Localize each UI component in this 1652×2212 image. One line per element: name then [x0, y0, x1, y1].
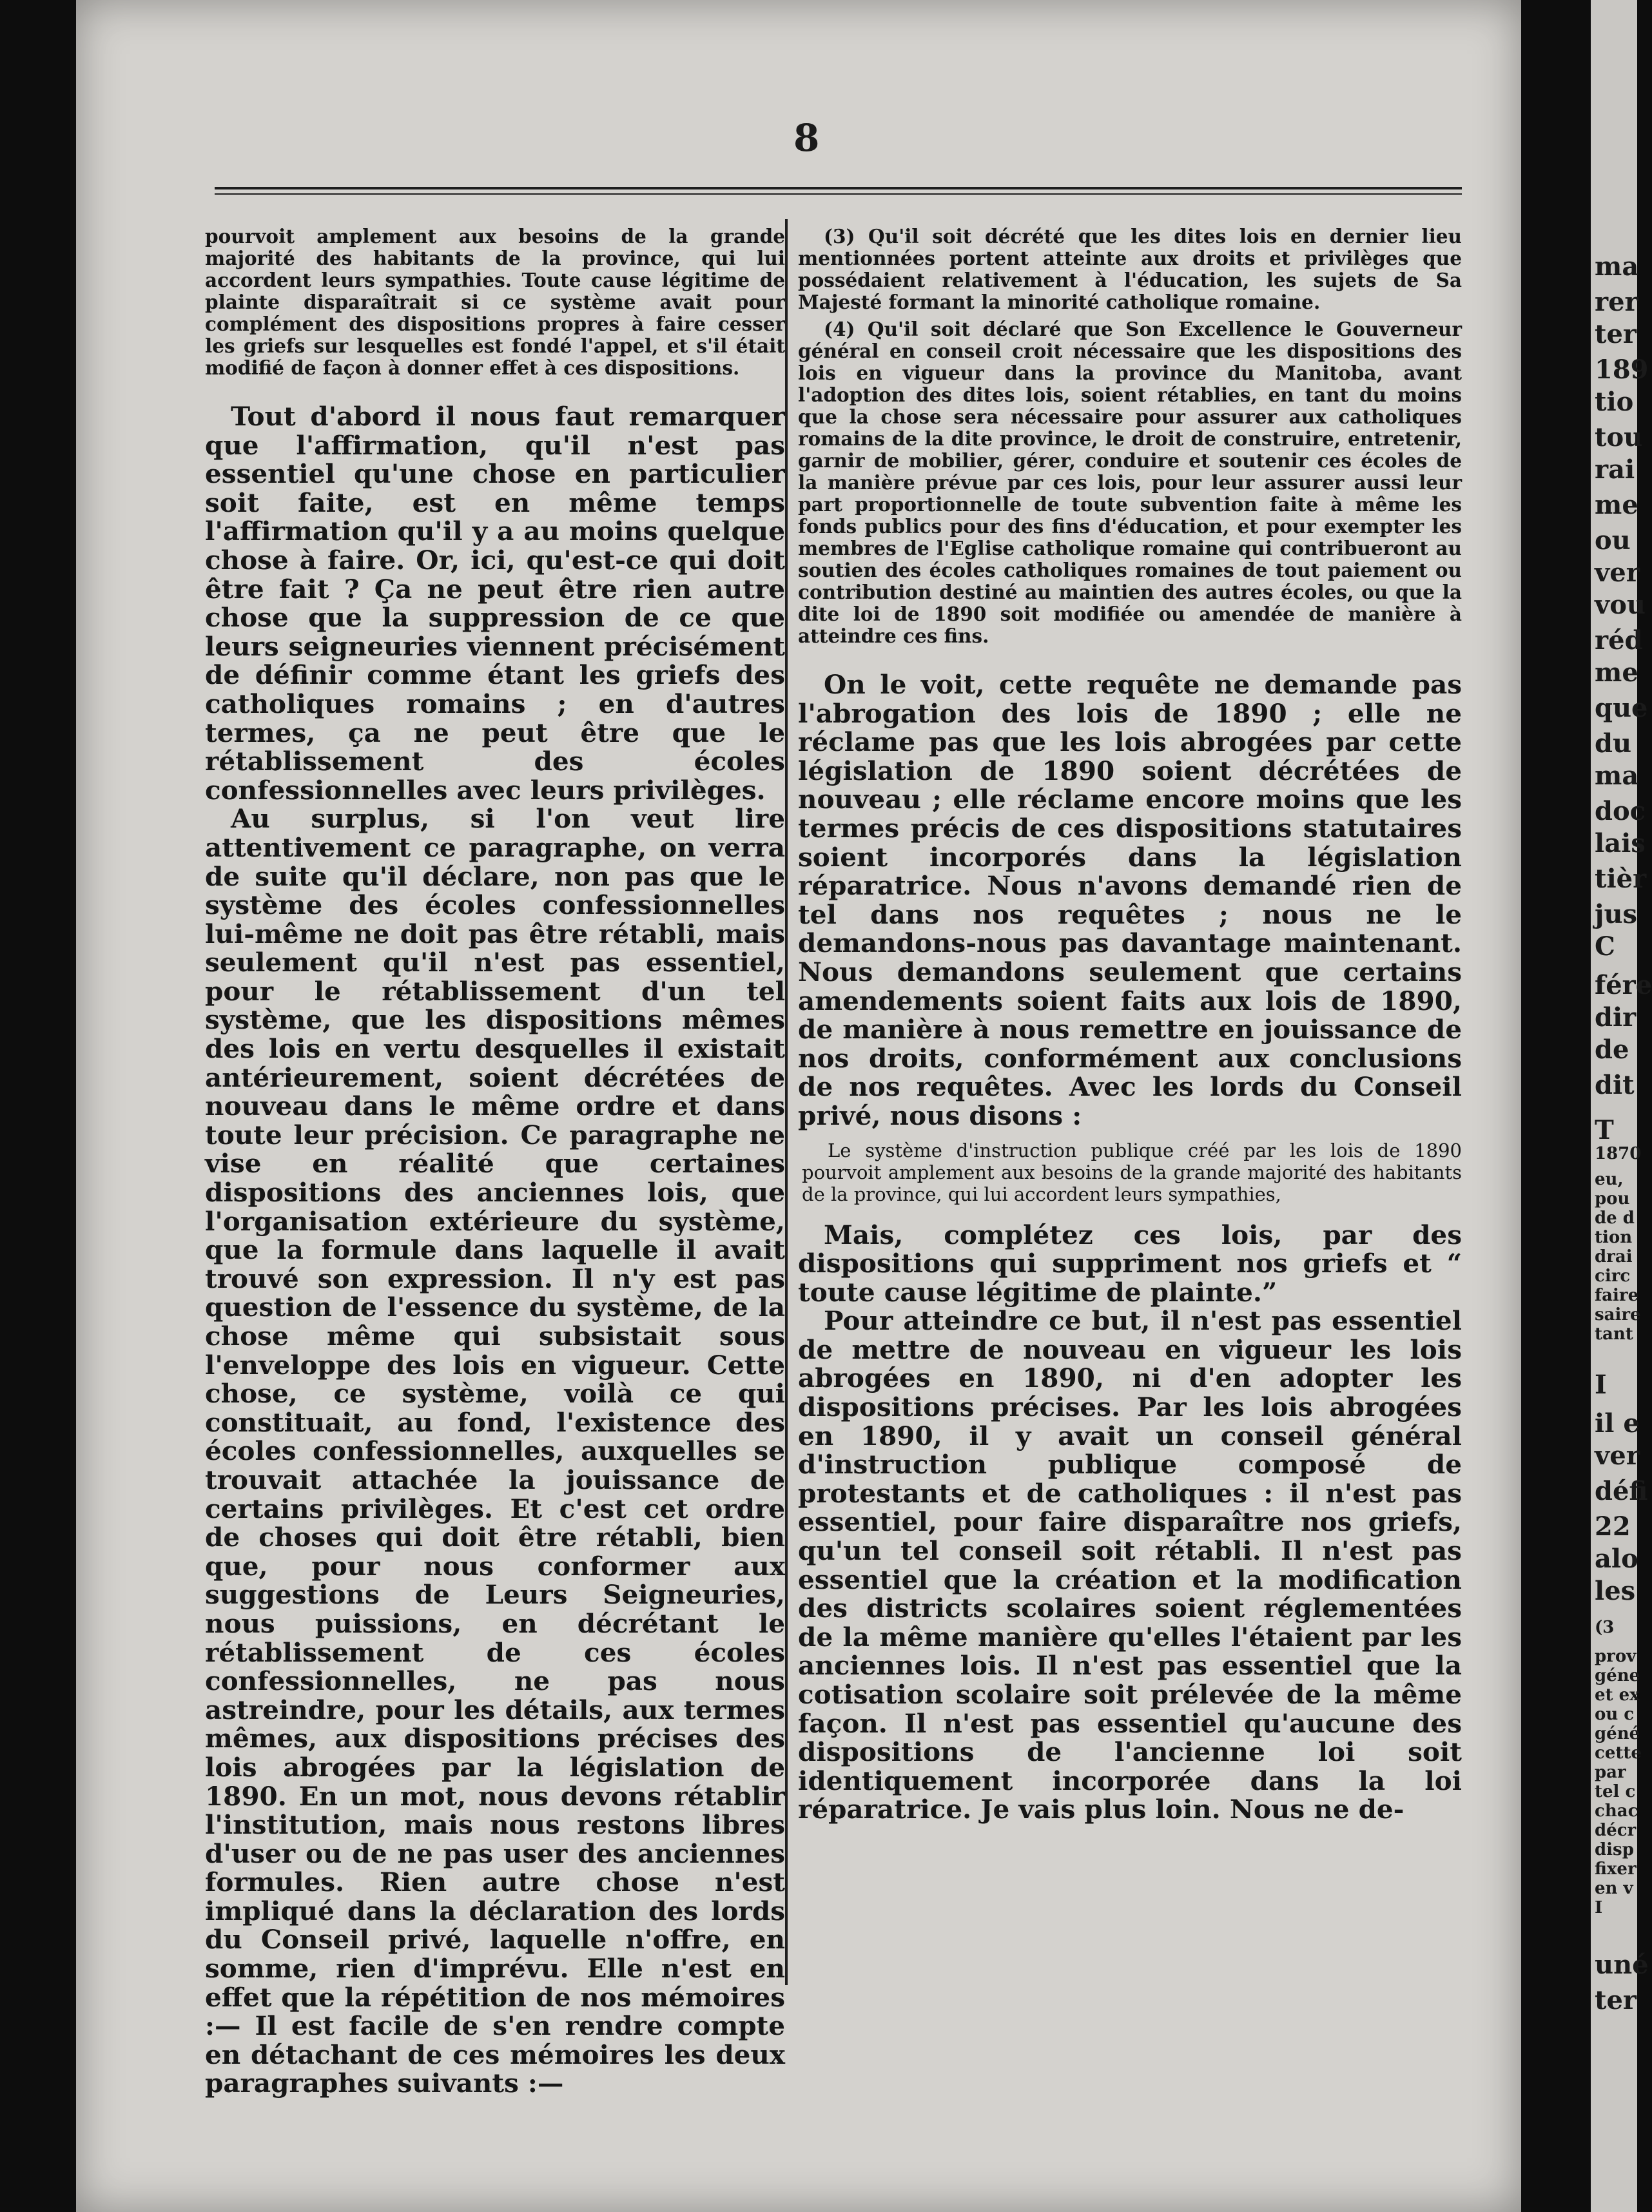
adjacent-page-fragment: jus [1595, 899, 1638, 929]
adjacent-page-fragment: T [1595, 1115, 1614, 1145]
adjacent-page-fragment: par [1595, 1763, 1626, 1782]
adjacent-page-fragment: vou [1595, 590, 1646, 620]
adjacent-page-fragment: I [1595, 1370, 1607, 1400]
adjacent-page-fragment: eu, [1595, 1170, 1624, 1189]
adjacent-page-fragment: ou c [1595, 1705, 1635, 1724]
adjacent-page-fragment: 22 [1595, 1511, 1631, 1542]
adjacent-page-fragment: saire [1595, 1305, 1641, 1324]
adjacent-page-fragment: I [1595, 1898, 1603, 1917]
adjacent-page-fragment: en v [1595, 1879, 1633, 1898]
right-paragraph-2: (4) Qu'il soit déclaré que Son Excellence le Gouverneur général en conseil croit nécessaire que les dispositions des lois en vigueur dans la province du Manitoba, avant l'adoption des dites lois, soient rétablies, en tant du moins que la chose sera nécessaire pour assurer aux catholiques romains de la dite province, le droit de construire, entretenir, garnir de mobilier, gérer, conduire et soutenir ces écoles de la manière prévue par ces lois, pour leur assurer aussi leur part proportionnelle de toute subvention faite à même les fonds publics pour des fins d'éducation, et pour exempter les membres de l'Eglise catholique romaine qui contribueront au soutien des écoles catholiques romaines de tout paiement ou contribution destiné au maintien des autres écoles, ou que la dite loi de 1890 soit modifiée ou amendée de manière à atteindre ces fins. [798, 318, 1462, 647]
adjacent-page-fragment: uné [1595, 1950, 1649, 1980]
adjacent-page-fragment: de d [1595, 1208, 1635, 1228]
adjacent-page-fragment: et ex [1595, 1685, 1640, 1705]
adjacent-page-fragment: tou [1595, 422, 1643, 452]
adjacent-page-fragment: ver [1595, 1441, 1640, 1471]
right-paragraph-4: Mais, complétez ces lois, par des dispositions qui suppriment nos griefs et “ toute cause légitime de plainte.” [798, 1219, 1462, 1308]
adjacent-page-fragment: tièr [1595, 864, 1647, 894]
adjacent-page-fragment: géne [1595, 1666, 1640, 1685]
adjacent-page-fragment: ter [1595, 319, 1637, 349]
adjacent-page-fragment: me [1595, 657, 1638, 688]
page-number: 8 [793, 116, 820, 160]
header-rule [215, 187, 1462, 189]
block-quote: Le système d'instruction publique créé par les lois de 1890 pourvoit amplement aux besoins de la grande majorité des habitants de la province, qui lui accordent leurs sympathies, [802, 1139, 1462, 1205]
adjacent-page-fragment: il e [1595, 1408, 1640, 1439]
adjacent-page-fragment: dit [1595, 1070, 1635, 1100]
adjacent-page-fragment: chac [1595, 1801, 1638, 1821]
adjacent-page-fragment: du [1595, 728, 1632, 759]
adjacent-page-fragment: 1870 [1595, 1144, 1642, 1163]
adjacent-page-fragment: réd [1595, 625, 1643, 655]
adjacent-page-fragment: doc [1595, 796, 1646, 826]
adjacent-page-fragment: de [1595, 1034, 1629, 1065]
right-paragraph-5: Pour atteindre ce but, il n'est pas essentiel de mettre de nouveau en vigueur les lois abrogées en 1890, ni d'en adopter les dispositions précises. Par les lois abrogées en 1890, il y avait un conseil général d'instruction publique composé de protestants et de catholiques : il n'est pas essentiel, pour faire disparaître nos griefs, qu'un tel conseil soit rétabli. Il n'est pas essentiel que la création et la modification des districts scolaires soient réglementées de la même manière qu'elles l'étaient par les anciennes lois. Il n'est pas essentiel que la cotisation scolaire soit prélevée de la même façon. Il n'est pas essentiel qu'aucune des dispositions de l'ancienne loi soit identiquement incorporée dans la loi réparatrice. Je vais plus loin. Nous ne de- [798, 1305, 1462, 1825]
adjacent-page-fragment: 189 [1595, 354, 1649, 385]
adjacent-page-fragment: dir [1595, 1002, 1637, 1033]
adjacent-page-fragment: lais [1595, 828, 1646, 859]
adjacent-page-fragment: cette [1595, 1743, 1642, 1763]
adjacent-page-fragment: prov [1595, 1647, 1637, 1666]
adjacent-page-fragment: (3 [1595, 1618, 1615, 1637]
adjacent-page-fragment: ma [1595, 251, 1639, 282]
adjacent-page-fragment: ou [1595, 525, 1631, 556]
adjacent-page-fragment: géné [1595, 1724, 1640, 1743]
adjacent-page-edge [1591, 0, 1652, 2212]
left-paragraph-3: Au surplus, si l'on veut lire attentivement ce paragraphe, on verra de suite qu'il déclare, non pas que le système des écoles confessionnelles lui-même ne doit pas être rétabli, mais seulement qu'il n'est pas essentiel, pour le rétablissement d'un tel système, que les dispositions mêmes des lois en vertu desquelles il existait antérieurement, soient décrétées de nouveau dans le même ordre et dans toute leur précision. Ce paragraphe ne vise en réalité que certaines dispositions des anciennes lois, que l'organisation extérieure du système, que la formule dans laquelle il avait trouvé son expression. Il n'y est pas question de l'essence du système, de la chose même qui subsistait sous l'enveloppe des lois en vigueur. Cette chose, ce système, voilà ce qui constituait, au fond, l'existence des écoles confessionnelles, auxquelles se trouvait attachée la jouissance de certains privilèges. Et c'est cet ordre de choses qui doit être rétabli, bien que, pour nous conformer aux suggestions de Leurs Seigneuries, nous puissions, en décrétant le rétablissement de ces écoles confessionnelles, ne pas nous astreindre, pour les détails, aux termes mêmes, aux dispositions précises des lois abrogées par la législation de 1890. En un mot, nous devons rétablir l'institution, mais nous restons libres d'user ou de ne pas user des anciennes formules. Rien autre chose n'est impliqué dans la déclaration des lords du Conseil privé, laquelle n'offre, en somme, rien d'imprévu. Elle n'est en effet que la répétition de nos mémoires :— Il est facile de s'en rendre compte en détachant de ces mémoires les deux paragraphes suivants :— [205, 803, 785, 2099]
adjacent-page-fragment: fixer [1595, 1859, 1637, 1879]
left-column [205, 226, 785, 2098]
adjacent-page-fragment: que [1595, 693, 1648, 723]
adjacent-page-fragment: tel c [1595, 1782, 1636, 1801]
adjacent-page-fragment: circ [1595, 1266, 1631, 1286]
adjacent-page-fragment: tio [1595, 387, 1634, 417]
adjacent-page-fragment: pou [1595, 1189, 1630, 1208]
column-divider [785, 219, 788, 1985]
adjacent-page-fragment: faire [1595, 1286, 1639, 1305]
adjacent-page-fragment: drai [1595, 1247, 1633, 1266]
adjacent-page-fragment: les [1595, 1576, 1636, 1606]
adjacent-page-fragment: me [1595, 490, 1638, 520]
adjacent-page-fragment: tant [1595, 1324, 1633, 1344]
right-column [798, 226, 1462, 1824]
header-rule-thin [215, 193, 1462, 195]
adjacent-page-fragment: alo [1595, 1544, 1638, 1574]
adjacent-page-fragment: rai [1595, 454, 1635, 485]
adjacent-page-fragment: défi [1595, 1476, 1648, 1506]
adjacent-page-fragment: C [1595, 931, 1615, 962]
adjacent-page-fragment: décr [1595, 1821, 1637, 1840]
adjacent-page-fragment: rer [1595, 287, 1638, 317]
adjacent-page-fragment: ma [1595, 761, 1639, 791]
adjacent-page-fragment: disp [1595, 1840, 1634, 1859]
right-paragraph-3: On le voit, cette requête ne demande pas l'abrogation des lois de 1890 ; elle ne réclame pas que les lois abrogées par cette législation de 1890 soient décrétées de nouveau ; elle réclame encore moins que les termes précis de ces dispositions statutaires soient incorporés dans la législation réparatrice. Nous n'avons demandé rien de tel dans nos requêtes ; nous ne le demandons-nous pas davantage maintenant. Nous demandons seulement que certains amendements soient faits aux lois de 1890, de manière à nous remettre en jouissance de nos droits, conformément aux conclusions de nos requêtes. Avec les lords du Conseil privé, nous disons : [798, 669, 1462, 1131]
adjacent-page-fragment: tion [1595, 1228, 1633, 1247]
adjacent-page-fragment: fére [1595, 970, 1652, 1000]
newspaper-page [76, 0, 1521, 2212]
adjacent-page-fragment: ver [1595, 558, 1640, 588]
adjacent-page-fragment: ter [1595, 1985, 1637, 2015]
left-paragraph-1: pourvoit amplement aux besoins de la grande majorité des habitants de la province, qui lui accordent leurs sympathies. Toute cause légitime de plainte disparaîtrait si ce système avait pour complément des dispositions propres à faire cesser les griefs sur lesquelles est fondé l'appel, et s'il était modifié de façon à donner effet à ces dispositions. [205, 225, 785, 379]
left-paragraph-2: Tout d'abord il nous faut remarquer que l'affirmation, qu'il n'est pas essentiel qu'une chose en particulier soit faite, est en même temps l'affirmation qu'il y a au moins quelque chose à faire. Or, ici, qu'est-ce qui doit être fait ? Ça ne peut être rien autre chose que la suppression de ce que leurs seigneuries viennent précisément de définir comme étant les griefs des catholiques romains ; en d'autres termes, ça ne peut être que le rétablissement des écoles confessionnelles avec leurs privilèges. [205, 401, 785, 806]
right-paragraph-1: (3) Qu'il soit décrété que les dites lois en dernier lieu mentionnées portent atteinte aux droits et privilèges que possédaient relativement à l'éducation, les sujets de Sa Majesté formant la minorité catholique romaine. [798, 225, 1462, 313]
